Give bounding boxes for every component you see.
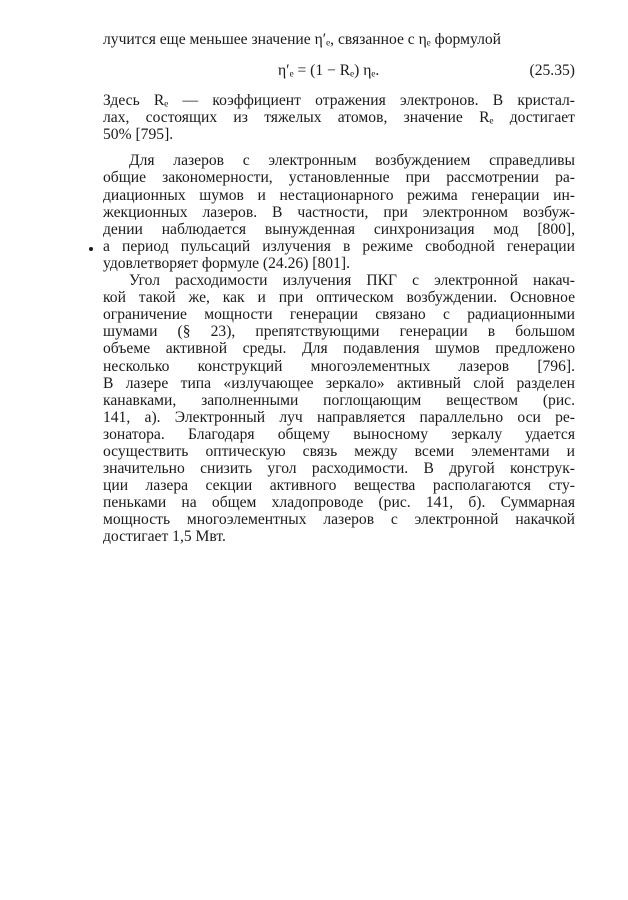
- text-line: лучится еще меньшее значение η′ₑ, связанное с ηₑ формулой: [103, 31, 502, 48]
- equation-number: (25.35): [529, 62, 575, 80]
- text-line: жекционных лазеров. В частности, при электронном возбуж-: [103, 203, 575, 221]
- text-line: достигает 1,5 Мвт.: [103, 528, 226, 546]
- text-line: Для лазеров с электронным возбуждением справедливы: [129, 152, 575, 170]
- text-line: осуществить оптическую связь между всеми элементами и: [103, 442, 575, 460]
- equation-25-35: [103, 60, 575, 82]
- text-line: пеньками на общем хладопроводе (рис. 141, б). Суммарная: [103, 494, 575, 512]
- text-line: ограничение мощности генерации связано с радиационными: [103, 306, 575, 324]
- text-line: значительно снизить угол расходимости. В другой конструк-: [103, 460, 575, 478]
- equation-formula: η′ₑ = (1 − Rₑ) ηₑ.: [278, 62, 380, 80]
- paragraph-2: [103, 92, 575, 143]
- text-line: а период пульсаций излучения в режиме свободной генерации: [103, 237, 575, 255]
- paragraph-3: [103, 152, 575, 272]
- text-line: шумами (§ 23), препятствующими генерации в большом: [103, 323, 575, 341]
- text-line: Угол расходимости излучения ПКГ с электронной накач-: [129, 272, 575, 290]
- paragraph-1: [103, 31, 575, 48]
- text-line: дении наблюдается вынужденная синхронизация мод [800],: [103, 220, 575, 238]
- text-line: удовлетворяет формуле (24.26) [801].: [103, 254, 350, 272]
- text-line: диационных шумов и нестационарного режима генерации ин-: [103, 186, 575, 204]
- text-line: канавками, заполненными поглощающим веществом (рис.: [103, 391, 575, 409]
- text-line: кой такой же, как и при оптическом возбуждении. Основное: [103, 289, 575, 307]
- text-line: объеме активной среды. Для подавления шумов предложено: [103, 340, 575, 358]
- paragraph-4: [103, 272, 575, 546]
- text-line: В лазере типа «излучающее зеркало» активный слой разделен: [103, 374, 575, 392]
- text-line: зонатора. Благодаря общему выносному зеркалу удается: [103, 425, 575, 443]
- text-line: лах, состоящих из тяжелых атомов, значение Rₑ достигает: [103, 109, 575, 127]
- margin-dot-mark: [89, 247, 93, 251]
- text-line: общие закономерности, установленные при рассмотрении ра-: [103, 169, 575, 187]
- text-line: мощность многоэлементных лазеров с электронной накачкой: [103, 511, 575, 529]
- text-line: Здесь Rₑ — коэффициент отражения электронов. В кристал-: [103, 92, 575, 110]
- text-line: несколько конструкций многоэлементных лазеров [796].: [103, 357, 575, 375]
- page-body: [103, 31, 575, 546]
- text-line: ции лазера секции активного вещества располагаются сту-: [103, 477, 575, 495]
- text-line: 141, а). Электронный луч направляется параллельно оси ре-: [103, 408, 575, 426]
- text-line: 50% [795].: [103, 126, 174, 144]
